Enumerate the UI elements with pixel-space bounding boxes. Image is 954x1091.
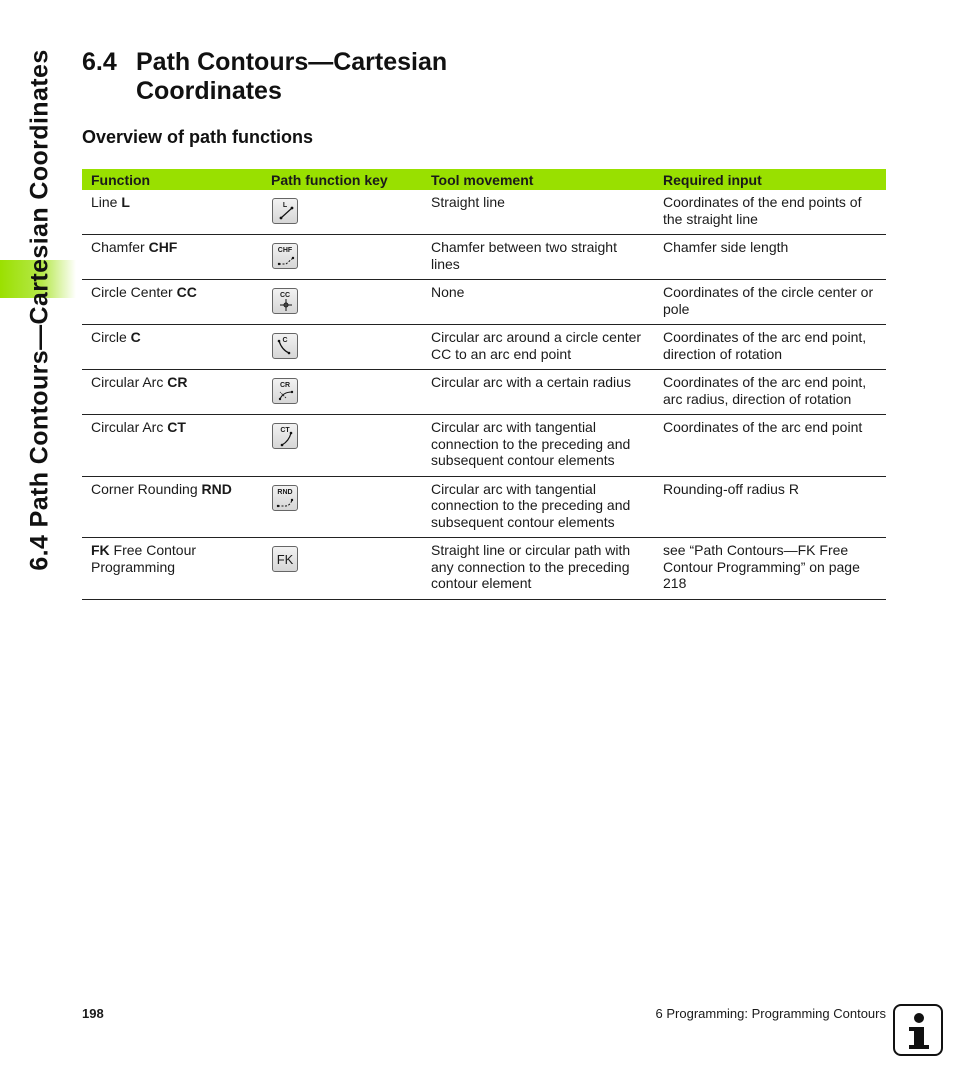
function-name (82, 280, 262, 325)
function-name (82, 190, 262, 235)
table-row (82, 190, 886, 235)
key-label: CC (279, 292, 291, 299)
key-label: C (282, 337, 288, 344)
table-row (82, 538, 886, 600)
circular-arc-radius-key-icon (272, 378, 298, 404)
circular-arc-tangential-key-icon (272, 423, 298, 449)
corner-rounding-key-icon (272, 485, 298, 511)
footer-chapter: 6 Programming: Programming Contours (655, 1006, 886, 1021)
table-body (82, 190, 886, 599)
path-function-key-cell (262, 476, 422, 538)
required-input-cell: Rounding-off radius R (654, 476, 886, 538)
page-title-text: Path Contours—Cartesian Coordinates (136, 48, 448, 105)
required-input-cell: Coordinates of the arc end point (654, 415, 886, 477)
function-prefix: Corner Rounding (91, 480, 202, 497)
key-label: CR (279, 382, 291, 389)
path-function-key-cell (262, 415, 422, 477)
function-code: CHF (148, 239, 178, 255)
function-prefix: Circle (91, 329, 131, 345)
circle-key-icon (272, 333, 298, 359)
key-label: RND (277, 488, 293, 496)
path-function-key-cell (262, 538, 422, 600)
path-function-key-cell (262, 370, 422, 415)
fk-key-icon (272, 546, 298, 572)
function-name (82, 370, 262, 415)
function-code: CC (176, 284, 197, 300)
tool-movement-cell: Chamfer between two straight lines (422, 235, 654, 280)
function-name (82, 476, 262, 538)
function-name (82, 235, 262, 280)
table-header-row (82, 169, 886, 190)
required-input-cell: Chamfer side length (654, 235, 886, 280)
required-input-cell: Coordinates of the arc end point, direction of rotation (654, 325, 886, 370)
tool-movement-cell: Circular arc with tangential connection to the preceding and subsequent contour elements (422, 415, 654, 477)
table-row (82, 280, 886, 325)
chamfer-key-icon (272, 243, 298, 269)
tool-movement-cell: Circular arc with a certain radius (422, 370, 654, 415)
required-input-cell: see “Path Contours—FK Free Contour Programming” on page 218 (654, 538, 886, 600)
function-code: RND (201, 480, 232, 497)
table-row (82, 370, 886, 415)
tool-movement-cell: None (422, 280, 654, 325)
table-row (82, 476, 886, 538)
section-title: Overview of path functions (82, 127, 314, 147)
sidebar-title-text: 6.4 Path Contours—Cartesian Coordinates (25, 49, 54, 571)
required-input-cell: Coordinates of the arc end point, arc radius, direction of rotation (654, 370, 886, 415)
info-icon (893, 1004, 943, 1056)
function-prefix: Line (91, 194, 122, 210)
function-prefix: Chamfer (91, 239, 149, 255)
column-header-function: Function (82, 169, 262, 190)
table-row (82, 235, 886, 280)
tool-movement-cell: Straight line (422, 190, 654, 235)
tool-movement-cell: Circular arc around a circle center CC to an arc end point (422, 325, 654, 370)
page-number: 198 (82, 1006, 104, 1021)
page-title (82, 48, 536, 106)
table-row (82, 415, 886, 477)
tool-movement-cell: Straight line or circular path with any connection to the preceding contour element (422, 538, 654, 600)
path-function-key-cell (262, 325, 422, 370)
circle-center-key-icon (272, 288, 298, 314)
column-header-required-input: Required input (654, 169, 886, 190)
function-code: CR (167, 374, 188, 390)
function-name (82, 538, 262, 600)
function-prefix: Circular Arc (91, 419, 168, 435)
tool-movement-cell: Circular arc with tangential connection to the preceding and subsequent contour elements (422, 476, 654, 538)
column-header-path-function-key: Path function key (262, 169, 422, 190)
key-label: L (282, 202, 288, 209)
path-function-key-cell (262, 235, 422, 280)
key-label: CHF (277, 247, 293, 254)
page-title-number: 6.4 (82, 48, 117, 76)
function-code: L (121, 194, 130, 210)
function-code: CT (167, 419, 186, 435)
function-name (82, 415, 262, 477)
key-label: FK (276, 552, 294, 567)
function-prefix: Circle Center (91, 284, 177, 300)
required-input-cell: Coordinates of the circle center or pole (654, 280, 886, 325)
function-name (82, 325, 262, 370)
path-function-key-cell (262, 190, 422, 235)
column-header-tool-movement: Tool movement (422, 169, 654, 190)
sidebar-title (0, 0, 76, 620)
path-functions-table (82, 169, 886, 600)
required-input-cell: Coordinates of the end points of the straight line (654, 190, 886, 235)
function-prefix: Circular Arc (91, 374, 168, 390)
path-function-key-cell (262, 280, 422, 325)
function-suffix: Free Contour Programming (91, 542, 197, 575)
line-key-icon (272, 198, 298, 224)
function-code: C (130, 329, 141, 345)
table-row (82, 325, 886, 370)
key-label: CT (280, 427, 290, 434)
function-code: FK (91, 542, 110, 558)
